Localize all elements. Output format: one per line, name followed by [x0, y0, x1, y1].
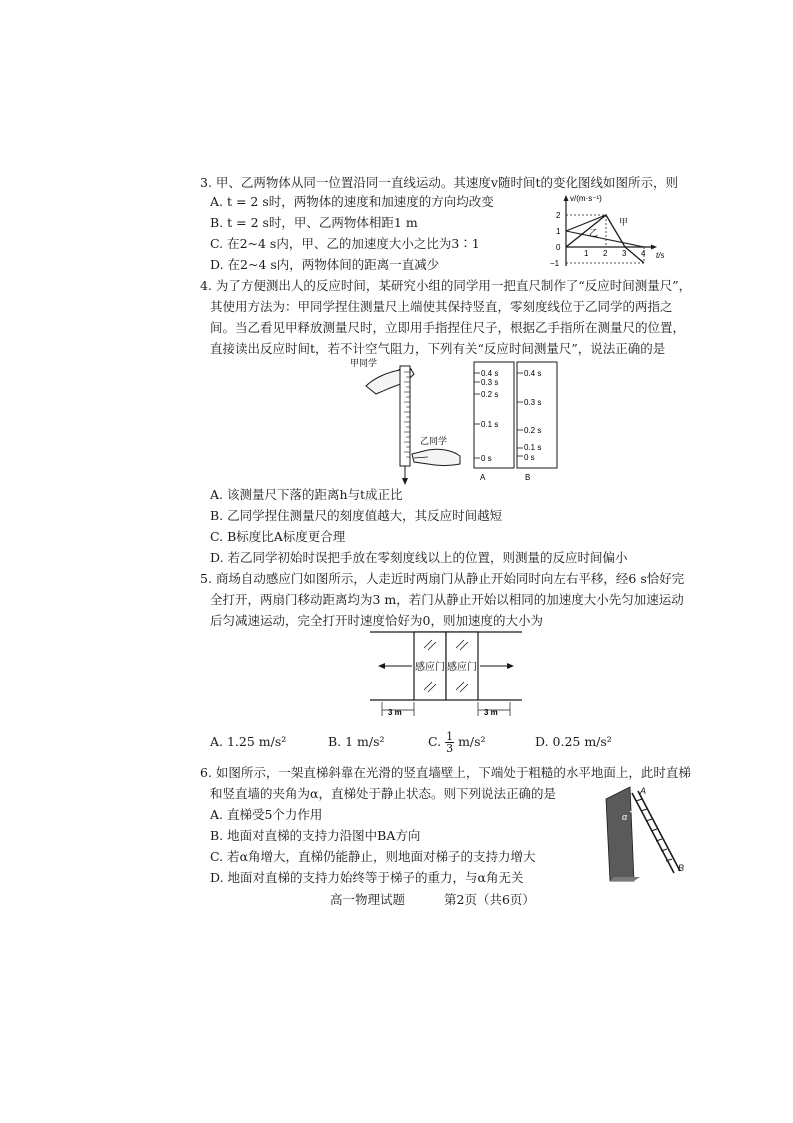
q5-option-b: B. 1 m/s² [328, 734, 385, 749]
q5-option-c-unit: m/s² [458, 734, 486, 749]
q4-option-c: C. B标度比A标度更合理 [210, 529, 346, 544]
q3-graph-label-yi: 乙 [589, 228, 599, 238]
q6-ladder-figure [600, 785, 695, 885]
q5-option-c-fraction [445, 731, 454, 754]
q4-scale-b-label: B [525, 473, 531, 482]
q3-option-b: B. t = 2 s时，甲、乙两物体相距1 m [210, 215, 418, 230]
q4-scale-a-mark-0: 0 s [481, 454, 492, 463]
q5-option-c-numerator: 1 [446, 730, 454, 743]
q3-graph-xtick-4: 4 [641, 249, 646, 258]
q3-graph-xtick-2: 2 [603, 249, 608, 258]
q4-scale-a-mark-01: 0.1 s [481, 420, 499, 429]
q4-stem-line-4: 直接读出反应时间t，若不计空气阻力，下列有关“反应时间测量尺”，说法正确的是 [210, 341, 666, 356]
q6-option-d: D. 地面对直梯的支持力始终等于梯子的重力，与α角无关 [210, 870, 524, 885]
q3-option-a: A. t = 2 s时，两物体的速度和加速度的方向均改变 [210, 194, 494, 209]
q3-option-c: C. 在2~4 s内，甲、乙的加速度大小之比为3∶1 [210, 236, 480, 251]
q5-door-figure [366, 628, 526, 720]
q5-dist-left: 3 m [388, 708, 402, 717]
q4-scale-b-mark-0: 0 s [524, 453, 535, 462]
q4-scale-b-mark-03: 0.3 s [524, 398, 542, 407]
q6-option-b: B. 地面对直梯的支持力沿图中BA方向 [210, 828, 421, 843]
q4-person-a-label: 甲同学 [350, 358, 378, 368]
footer-subject: 高一物理试题 [330, 892, 406, 907]
q5-door-right-label: 感应门 [447, 662, 477, 673]
q5-option-c-prefix: C. [428, 734, 442, 749]
q5-dist-right: 3 m [484, 708, 498, 717]
q6-stem-line-2: 和竖直墙的夹角为α，直梯处于静止状态。则下列说法正确的是 [210, 786, 556, 801]
footer-page-number: 第2页（共6页） [444, 892, 535, 907]
q5-option-d: D. 0.25 m/s² [535, 734, 612, 749]
q5-option-a: A. 1.25 m/s² [210, 734, 287, 749]
q3-graph-label-jia: 甲 [619, 217, 629, 227]
q3-vt-graph [548, 192, 678, 272]
q5-stem-line-3: 后匀减速运动，完全打开时速度恰好为0，则加速度的大小为 [210, 613, 543, 628]
q6-stem-line-1: 6. 如图所示，一架直梯斜靠在光滑的竖直墙壁上，下端处于粗糙的水平地面上，此时直梯 [200, 765, 691, 780]
q4-scale-b-mark-01: 0.1 s [524, 443, 542, 452]
q3-graph-xtick-3: 3 [622, 249, 627, 258]
q4-scale-a-label: A [480, 473, 486, 482]
q4-option-d: D. 若乙同学初始时误把手放在零刻度线以上的位置，则测量的反应时间偏小 [210, 550, 628, 565]
q4-ruler-figure [348, 358, 468, 488]
q3-option-d: D. 在2~4 s内，两物体间的距离一直减少 [210, 257, 440, 272]
q4-scale-b-mark-02: 0.2 s [524, 426, 542, 435]
q4-scale-b [513, 360, 563, 482]
q5-option-c [428, 728, 486, 756]
q4-stem-line-3: 间。当乙看见甲释放测量尺时，立即用手指捏住尺子，根据乙手指所在测量尺的位置， [210, 320, 686, 335]
q3-stem: 3. 甲、乙两物体从同一位置沿同一直线运动。其速度v随时间t的变化图线如图所示，则 [200, 175, 678, 190]
q4-scale-a-mark-02: 0.2 s [481, 390, 499, 399]
q4-option-b: B. 乙同学捏住测量尺的刻度值越大，其反应时间越短 [210, 508, 503, 523]
q5-stem-line-1: 5. 商场自动感应门如图所示，人走近时两扇门从静止开始同时向左右平移，经6 s恰好完 [200, 571, 685, 586]
q5-door-left-label: 感应门 [415, 662, 445, 673]
q4-scale-a-mark-04: 0.4 s [481, 369, 499, 378]
q4-stem-line-1: 4. 为了方便测出人的反应时间，某研究小组的同学用一把直尺制作了“反应时间测量尺”， [200, 278, 692, 293]
q3-graph-ytick-1: 1 [556, 227, 561, 236]
q4-scale-a-mark-03: 0.3 s [481, 378, 499, 387]
q3-graph-ytick-0: 0 [556, 243, 561, 252]
q6-option-c: C. 若α角增大，直梯仍能静止，则地面对梯子的支持力增大 [210, 849, 536, 864]
q5-option-c-denominator: 3 [446, 742, 454, 755]
q4-scale-b-mark-04: 0.4 s [524, 369, 542, 378]
q4-stem-line-2: 其使用方法为：甲同学捏住测量尺上端使其保持竖直，零刻度线位于乙同学的两指之 [210, 299, 673, 314]
q4-option-a: A. 该测量尺下落的距离h与t成正比 [210, 487, 403, 502]
q3-graph-ytick-2: 2 [556, 211, 561, 220]
q4-person-b-label: 乙同学 [420, 436, 448, 446]
q3-graph-xtick-1: 1 [584, 249, 589, 258]
q6-label-a: A [640, 786, 647, 796]
q3-graph-xlabel: t/s [656, 251, 665, 260]
q6-label-b: B [678, 863, 685, 873]
q3-graph-ylabel: v/(m·s⁻¹) [570, 194, 602, 203]
q5-stem-line-2: 全打开，两扇门移动距离均为3 m，若门从静止开始以相同的加速度大小先匀加速运动 [210, 592, 684, 607]
q3-graph-ytick-neg1: −1 [550, 259, 560, 268]
q6-label-alpha: α [622, 812, 628, 822]
q6-option-a: A. 直梯受5个力作用 [210, 807, 323, 822]
